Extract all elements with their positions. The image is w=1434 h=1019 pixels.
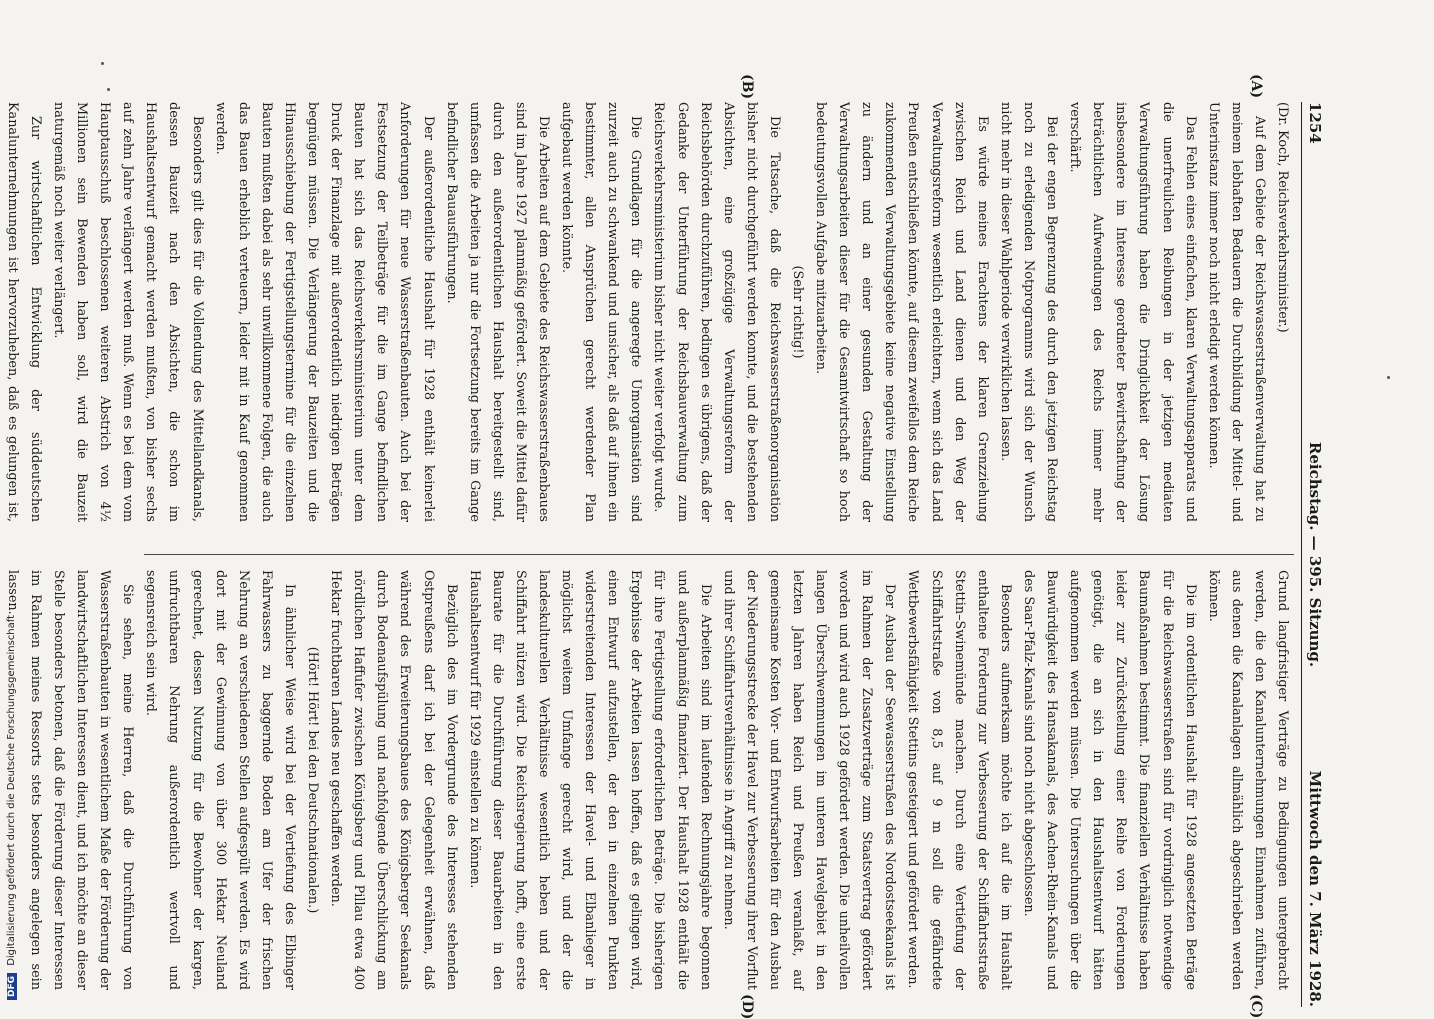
margin-mark-d: (D)	[739, 994, 755, 1019]
margin-mark-c: (C)	[1248, 994, 1264, 1019]
digitization-footer	[6, 0, 22, 1000]
running-header	[1301, 102, 1328, 1007]
paragraph: Zur wirtschaftlichen Entwicklung der süddeutschen Kanalunternehmungen ist hervorzuheben, daß es gelungen ist,	[4, 102, 43, 522]
paragraph: In ähnlicher Weise wird bei der Vertiefung des Elbinger Fahrwassers zu baggernde Boden am Ufer der frischen Nehrung an verschiedenen Stellen aufgespült werden. Es wird dort mit der Gewinnung von über 300 Hektar Neuland gerechnet, dessen Nutzung für die Bewohner der kargen, unfruchtbaren Nehrung außerordentlich wertvoll und segensreich sein wird.	[143, 570, 297, 990]
paragraph: Der außerordentliche Haushalt für 1928 enthält keinerlei Anforderungen für neue Wasserstraßenbauten. Auch bei der Festsetzung der Teilbeträge für die im Gange befindlichen Bauten hat sich das Reichsverkehrsministerium unter dem Druck der Finanzlage mit außerordentlich niedrigen Beträgen begnügen müssen. Die Verlängerung der Bauzeiten und die Hinausschiebung der Fertigstellungstermine für die einzelnen Bauten mußten dabei als sehr unwillkommene Folgen, die auch das Bauen erheblich verteuern, leider mit in Kauf genommen werden.	[212, 102, 436, 522]
paragraph: Grund langfristiger Verträge zu Bedingungen untergebracht werden, die den Kanalunternehmungen Einnahmen zuführen, aus denen die Kanalanlagen allmählich abgeschrieben werden können.	[1205, 570, 1290, 990]
session-date: Mittwoch den 7. März 1928.	[1306, 770, 1324, 1007]
paragraph: Besonders gilt dies für die Vollendung des Mittellandkanals, dessen Bauzeit nach den Absichten, die schon im Haushaltsentwurf gemacht werden mußten, von bisher sechs auf zehn Jahre verlängert werden muß. Wenn es bei dem vom Hauptausschuß beschlossenen weiteren Abstrich von 4½ Millionen sein Bewenden haben soll, wird die Bauzeit naturgemäß noch weiter verlängert.	[51, 102, 205, 522]
paragraph	[0, 570, 1, 990]
paragraph: Die Arbeiten sind im laufenden Rechnungsjahre begonnen und außerplanmäßig finanziert. Der Haushalt 1928 enthält die für ihre Fertigstellung erforderlichen Beträge. Die bisherigen Ergebnisse der Arbeiten lassen hoffen, daß es gelingen wird, einen Entwurf aufzustellen, der den in einzelnen Punkten widerstreitenden Interessen der Havel- und Elbanlieger in möglichst weitem Umfange gerecht wird, und der die landeskulturellen Verhältnisse wesentlich heben und der Schiffahrt nützen wird. Die Reichsregierung hofft, eine erste Baurate für die Durchführung dieser Bauarbeiten in den Haushaltsentwurf für 1929 einstellen zu können.	[466, 570, 713, 990]
paragraph: Auf dem Gebiete der Reichswasserstraßenverwaltung hat zu meinem lebhaften Bedauern die Durchbildung der Mittel- und Unterinstanz immer noch nicht erledigt werden können.	[1205, 102, 1267, 522]
session-title: Reichstag. — 395. Sitzung.	[1306, 441, 1324, 668]
scan-speck	[1387, 376, 1390, 379]
paragraph: Sie sehen, meine Herren, daß die Durchführung von Wasserstraßenbauten in wesentlichem Maße der Förderung der landwirtschaftlichen Interessen dient, und ich möchte an dieser Stelle besonders betonen, daß die Förderung dieser Interessen im Rahmen meines Ressorts stets besonders angelegen sein lassen.	[4, 570, 136, 990]
paragraph: Die Grundlagen für die angeregte Umorganisation sind zurzeit auch zu schwankend und unsicher, als daß auf ihnen ein bestimmter, allen Ansprüchen gerecht werdender Plan aufgebaut werden könnte.	[559, 102, 644, 522]
paragraph: Die Tatsache, daß die Reichswasserstraßenorganisation bisher nicht durchgeführt werden konnte, und die bestehenden Absichten, eine großzügige Verwaltungsreform der Reichsbehörden durchzuführen, bedingen es übrigens, daß der Gedanke der Unterführung der Reichsbauverwaltung zum Reichsverkehrsministerium bisher nicht weiter verfolgt wurde.	[651, 102, 782, 522]
paragraph: Besonders aufmerksam möchte ich auf die im Haushalt enthaltene Forderung zur Verbesserung der Schiffahrtsstraße Stettin–Swinemünde machen. Durch eine Vertiefung der Schiffahrtstraße von 8,5 auf 9 m soll die gefährdete Wettbewerbsfähigkeit Stettins gesteigert und gefördert werden.	[905, 570, 1013, 990]
interjection: (Sehr richtig!)	[790, 265, 806, 359]
paragraph: Die im ordentlichen Haushalt für 1928 angesetzten Beträge für die Reichswasserstraßen sind für vordringlich notwendige Baumaßnahmen bestimmt. Die finanziellen Verhältnisse haben leider zur Zurückstellung einer Reihe von Forderungen genötigt, die an sich in den Haushaltsentwurf hätten aufgenommen werden müssen. Die Untersuchungen über die Bauwürdigkeit des Hansakanals, des Aachen-Rhein-Kanals und des Saar-Pfalz-Kanals sind noch nicht abgeschlossen.	[1020, 570, 1198, 990]
dfg-logo-icon: DFG	[7, 973, 17, 1000]
speaker-line: (Dr. Koch, Reichsverkehrsminister.)	[1275, 102, 1290, 333]
scan-speck	[101, 62, 104, 65]
paragraph: Bei der engen Begrenzung des durch den jetzigen Reichstag noch zu erledigenden Notprogramms wird sich der Wunsch nicht mehr in dieser Wahlperiode verwirklichen lassen.	[997, 102, 1060, 522]
paragraph: Bezüglich des im Vordergrunde des Interesses stehenden Ostpreußens darf ich bei der Gelegenheit erwähnen, daß während des Erweiterungsbaues des Königsberger Seekanals durch Bodenaufspülung und nachfolgende Überschlickung am nördlichen Haffufer zwischen Königsberg und Pillau etwa 400 Hektar fruchtbaren Landes neu geschaffen werden.	[328, 570, 459, 990]
left-column	[4, 102, 1294, 522]
column-divider	[144, 554, 1294, 555]
paragraph: Der Ausbau der Seewasserstraßen des Nordostseekanals ist im Rahmen der Zusatzverträge zum Staatsvertrag gefördert worden und wird auch 1928 gefördert werden. Die unheilvollen langen Überschwemmungen im unteren Havelgebiet in den letzten Jahren haben Reich und Preußen veranlaßt, auf gemeinsame Kosten Vor- und Entwurfsarbeiten für den Ausbau der Niederungsstrecke der Havel zur Verbesserung ihrer Vorflut und ihrer Schiffahrtsverhältnisse in Angriff zu nehmen.	[720, 570, 898, 990]
paragraph: Es würde meines Erachtens der klaren Grenzziehung zwischen Reich und Land dienen und den Weg der Verwaltungsreform wesentlich erleichtern, wenn sich das Land Preußen entschließen könnte, auf diesem zweifellos dem Reiche zukommenden Verwaltungsgebiete keine negative Einstellung zu ändern und an einer gesunden Gestaltung der Verwaltungsarbeiten dieser für die Gesamtwirtschaft so hoch bedeutungsvollen Aufgabe mitzuarbeiten.	[813, 102, 990, 522]
page-number: 1254	[1306, 102, 1324, 144]
footer-text: Digitalisierung gefördert durch die Deutsche Forschungsgemeinschaft	[6, 614, 17, 966]
margin-mark-b: (B)	[739, 74, 755, 100]
margin-mark-a: (A)	[1248, 74, 1264, 99]
scan-speck	[107, 88, 110, 91]
paragraph: Die Arbeiten auf dem Gebiete des Reichswasserstraßenbaues sind im Jahre 1927 planmäßig gefördert. Soweit die Mittel dafür durch den außerordentlichen Haushalt bereitgestellt sind, umfassen die Arbeiten ja nur die Fortsetzung bereits im Gange befindlicher Bauausführungen.	[443, 102, 551, 522]
interjection: (Hört! Hört! bei den Deutschnationalen.)	[305, 646, 321, 914]
paragraph: Das Fehlen eines einfachen, klaren Verwaltungsapparats und die unerfreulichen Reibungen in der jetzigen mediaten Verwaltungsführung haben die Dringlichkeit der Lösung insbesondere im Interesse geordneter Bewirtschaftung der beträchtlichen Aufwendungen des Reichs immer mehr verschärft.	[1067, 102, 1198, 522]
